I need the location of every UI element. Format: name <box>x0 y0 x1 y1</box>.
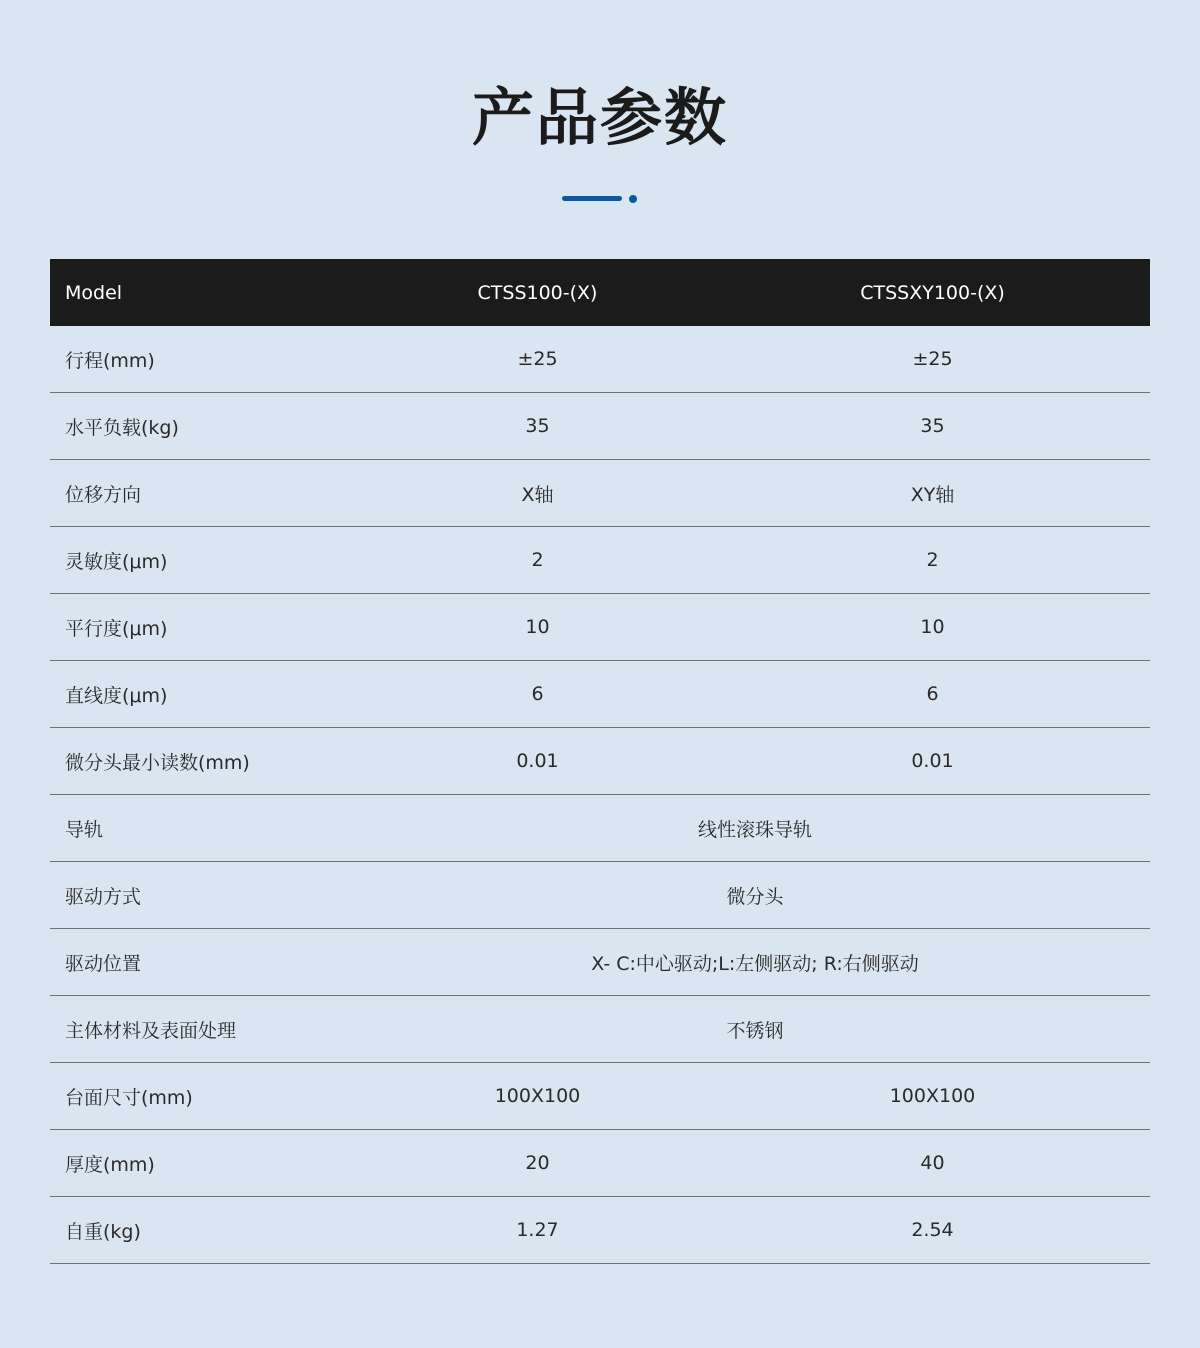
table-row <box>50 393 1150 460</box>
row-value-1: 0.01 <box>360 728 715 795</box>
row-label: 厚度(mm) <box>50 1130 360 1197</box>
row-value-1: 20 <box>360 1130 715 1197</box>
row-label: 灵敏度(μm) <box>50 527 360 594</box>
table-row <box>50 1130 1150 1197</box>
page-title: 产品参数 <box>471 81 728 154</box>
row-value-2: 0.01 <box>715 728 1150 795</box>
row-value-1: 6 <box>360 661 715 728</box>
table-row <box>50 661 1150 728</box>
row-value-2: 10 <box>715 594 1150 661</box>
table-row <box>50 1063 1150 1130</box>
row-label: 直线度(μm) <box>50 661 360 728</box>
row-label: 主体材料及表面处理 <box>50 996 360 1063</box>
row-value-1: X轴 <box>360 460 715 527</box>
header-model: Model <box>65 281 123 304</box>
row-value-2: 2 <box>715 527 1150 594</box>
table-row <box>50 862 1150 929</box>
divider-bar <box>562 196 622 201</box>
row-value-1: 1.27 <box>360 1197 715 1264</box>
row-value-2: 6 <box>715 661 1150 728</box>
row-value-1: 2 <box>360 527 715 594</box>
row-value-1: 35 <box>360 393 715 460</box>
spec-table <box>50 259 1150 1264</box>
row-label: 行程(mm) <box>50 326 360 393</box>
title-divider <box>562 195 638 203</box>
row-label: 台面尺寸(mm) <box>50 1063 360 1130</box>
table-row <box>50 795 1150 862</box>
row-value-1: 10 <box>360 594 715 661</box>
divider-dot <box>629 195 637 203</box>
row-label: 导轨 <box>50 795 360 862</box>
row-value-2: 100X100 <box>715 1063 1150 1130</box>
table-header-row <box>50 259 1150 326</box>
row-value-2: 40 <box>715 1130 1150 1197</box>
row-label: 微分头最小读数(mm) <box>50 728 360 795</box>
row-value-span: 不锈钢 <box>360 996 1150 1063</box>
table-row <box>50 1197 1150 1264</box>
row-label: 驱动方式 <box>50 862 360 929</box>
table-row <box>50 594 1150 661</box>
row-value-2: ±25 <box>715 326 1150 393</box>
row-value-2: 2.54 <box>715 1197 1150 1264</box>
header-model-2: CTSSXY100-(X) <box>860 281 1005 304</box>
table-row <box>50 929 1150 996</box>
row-value-span: 微分头 <box>360 862 1150 929</box>
table-row <box>50 326 1150 393</box>
row-value-span: X- C:中心驱动;L:左侧驱动; R:右侧驱动 <box>360 929 1150 996</box>
table-row <box>50 460 1150 527</box>
row-value-1: ±25 <box>360 326 715 393</box>
row-value-span: 线性滚珠导轨 <box>360 795 1150 862</box>
row-value-2: 35 <box>715 393 1150 460</box>
row-value-1: 100X100 <box>360 1063 715 1130</box>
table-row <box>50 527 1150 594</box>
row-label: 自重(kg) <box>50 1197 360 1264</box>
table-row <box>50 996 1150 1063</box>
row-label: 驱动位置 <box>50 929 360 996</box>
row-label: 位移方向 <box>50 460 360 527</box>
row-label: 水平负载(kg) <box>50 393 360 460</box>
row-value-2: XY轴 <box>715 460 1150 527</box>
table-row <box>50 728 1150 795</box>
header-model-1: CTSS100-(X) <box>477 281 598 304</box>
row-label: 平行度(μm) <box>50 594 360 661</box>
